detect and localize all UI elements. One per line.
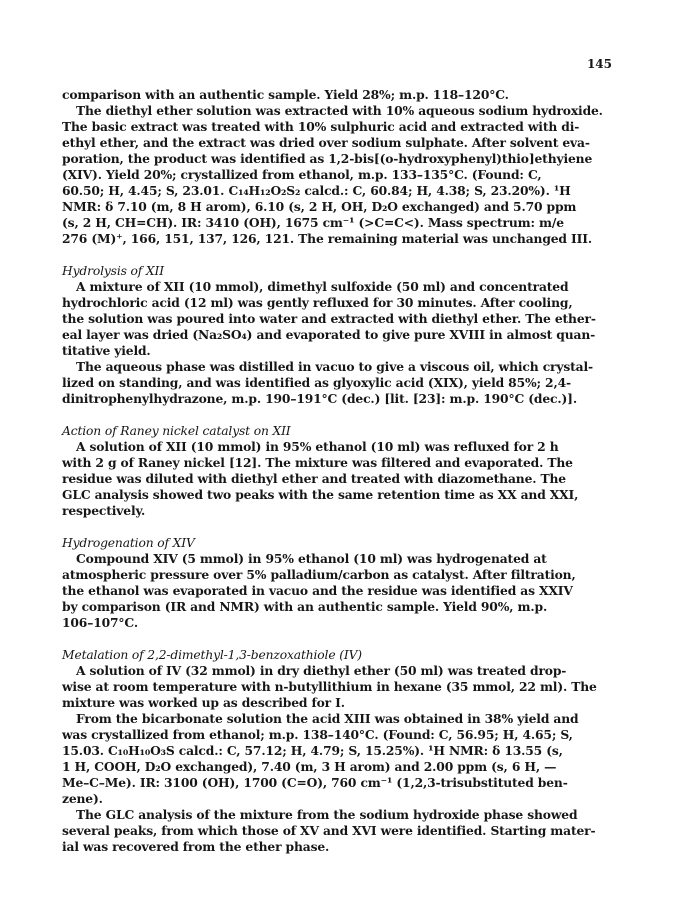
section-gap [62, 631, 624, 647]
page-body [62, 87, 624, 855]
section-gap [62, 247, 624, 263]
paragraph-glc-analysis: The GLC analysis of the mixture from the sodium hydroxide phase showed several peaks, from which those of XV and XVI were identified. Starting mater- ial was recovered from the ether phase. [62, 807, 596, 854]
paragraph-aqueous-phase: The aqueous phase was distilled in vacuo to give a viscous oil, which crystal- lized on standing, and was identified as glyoxylic acid (XIX), yield 85%; 2,4- dinitrophenylhydrazone, m.p. 190–191°C (dec.) [lit. [23]: m.p. 190°C (dec.)]. [62, 359, 593, 406]
section-heading-hydrolysis: Hydrolysis of XII [62, 264, 164, 278]
paragraph-continuation: comparison with an authentic sample. Yield 28%; m.p. 118–120°C. [62, 87, 509, 102]
paragraph-metalation: A solution of IV (32 mmol) in dry diethyl ether (50 ml) was treated drop- wise at room temperature with n-butyllithium in hexane (35 mmol, 22 ml). The mixture was worked up as described for I. [62, 663, 597, 710]
paragraph-ether-extraction: The diethyl ether solution was extracted with 10% aqueous sodium hydroxide. The basic extract was treated with 10% sulphuric acid and extracted with di- ethyl ether, and the extract was dried over sodium sulphate. After solvent eva- poration, the product was identified as 1,2-bis[(o-hydroxyphenyl)thio]ethyiene (XIV). Yield 20%; crystallized from ethanol, m.p. 133–135°C. (Found: C, 60.50; H, 4.45; S, 23.01. C₁₄H₁₂O₂S₂ calcd.: C, 60.84; H, 4.38; S, 23.20%). ¹H NMR: δ 7.10 (m, 8 H arom), 6.10 (s, 2 H, OH, D₂O exchanged) and 5.70 ppm (s, 2 H, CH=CH). IR: 3410 (OH), 1675 cm⁻¹ (>C=C<). Mass spectrum: m/e 276 (M)⁺, 166, 151, 137, 126, 121. The remaining material was unchanged III. [62, 103, 603, 246]
section-heading-metalation: Metalation of 2,2-dimethyl-1,3-benzoxathiole (IV) [62, 648, 362, 662]
section-heading-raney-nickel: Action of Raney nickel catalyst on XII [62, 424, 291, 438]
paragraph-raney-nickel: A solution of XII (10 mmol) in 95% ethanol (10 ml) was refluxed for 2 h with 2 g of Raney nickel [12]. The mixture was filtered and evaporated. The residue was diluted with diethyl ether and treated with diazomethane. The GLC analysis showed two peaks with the same retention time as XX and XXI, respectively. [62, 439, 579, 518]
paragraph-hydrolysis-procedure: A mixture of XII (10 mmol), dimethyl sulfoxide (50 ml) and concentrated hydrochloric acid (12 ml) was gently refluxed for 30 minutes. After cooling, the solution was poured into water and extracted with diethyl ether. The ether- eal layer was dried (Na₂SO₄) and evaporated to give pure XVIII in almost quan- titative yield. [62, 279, 596, 358]
section-heading-hydrogenation: Hydrogenation of XIV [62, 536, 195, 550]
paragraph-bicarbonate-acid: From the bicarbonate solution the acid XIII was obtained in 38% yield and was crystallized from ethanol; m.p. 138–140°C. (Found: C, 56.95; H, 4.65; S, 15.03. C₁₀H₁₀O₃S calcd.: C, 57.12; H, 4.79; S, 15.25%). ¹H NMR: δ 13.55 (s, 1 H, COOH, D₂O exchanged), 7.40 (m, 3 H arom) and 2.00 ppm (s, 6 H, — Me–C–Me). IR: 3100 (OH), 1700 (C=O), 760 cm⁻¹ (1,2,3-trisubstituted ben- zene). [62, 711, 579, 806]
paragraph-hydrogenation: Compound XIV (5 mmol) in 95% ethanol (10 ml) was hydrogenated at atmospheric pressure over 5% palladium/carbon as catalyst. After filtration, the ethanol was evaporated in vacuo and the residue was identified as XXIV by comparison (IR and NMR) with an authentic sample. Yield 90%, m.p. 106–107°C. [62, 551, 576, 630]
section-gap [62, 519, 624, 535]
section-gap [62, 407, 624, 423]
page-number: 145 [586, 57, 612, 71]
